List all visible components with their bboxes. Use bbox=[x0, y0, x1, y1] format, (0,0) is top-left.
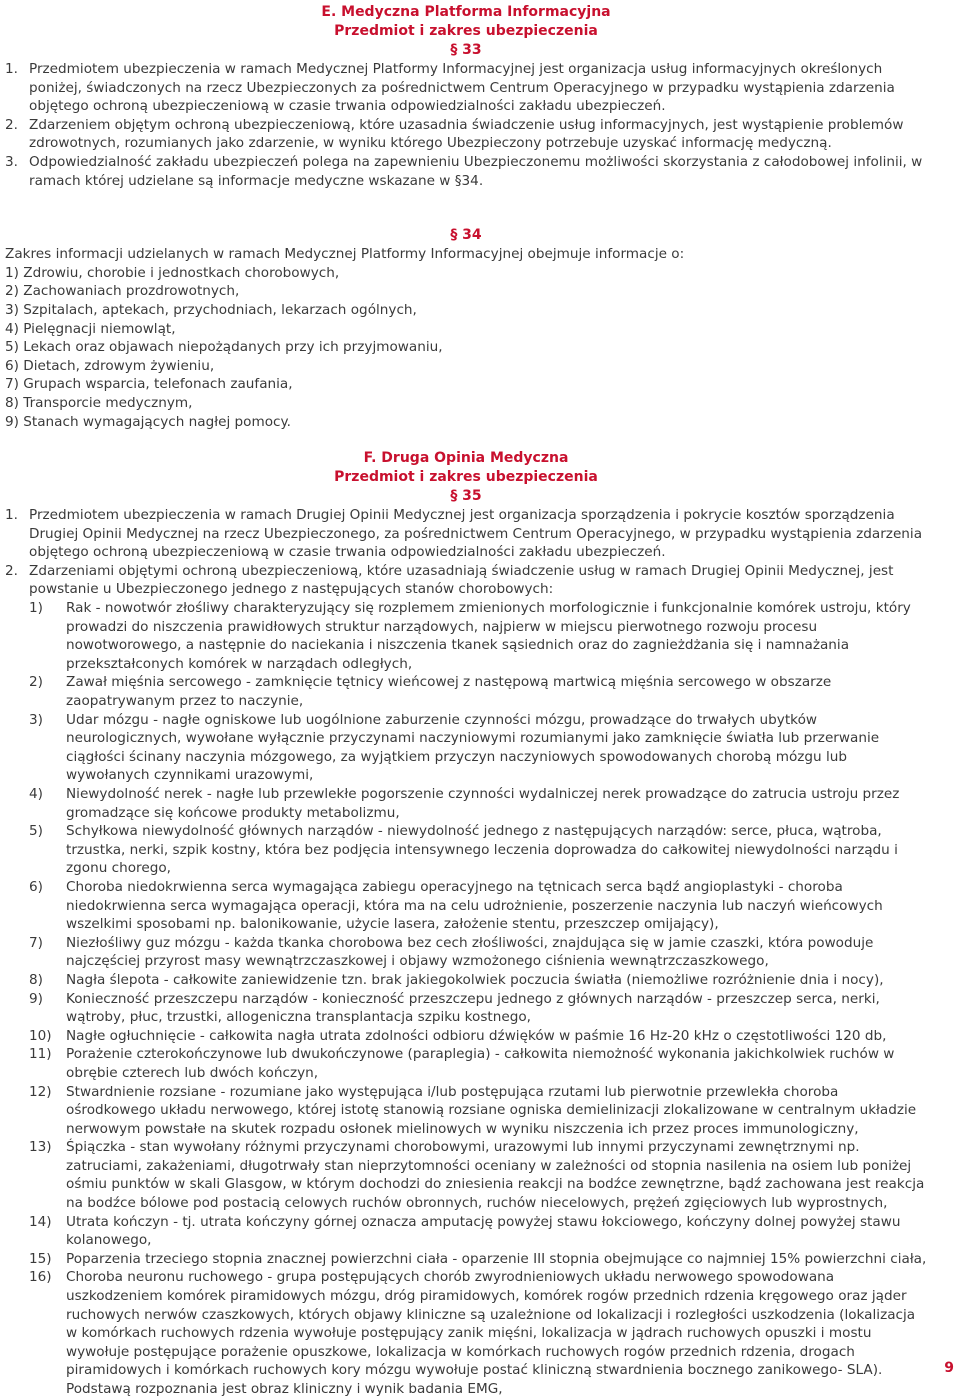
info-list-item: 2) Zachowaniach prozdrowotnych, bbox=[5, 283, 240, 300]
condition-item bbox=[29, 1138, 927, 1212]
condition-item bbox=[29, 1083, 927, 1139]
info-list-item: 6) Dietach, zdrowym żywieniu, bbox=[5, 357, 215, 374]
info-list-item: 9) Stanach wymagających nagłej pomocy. bbox=[5, 413, 291, 430]
condition-text: Choroba neuronu ruchowego - grupa postępujących chorób zwyrodnieniowych układu nerwowego spowodowana uszkodzeniem komórek piramidowych mózgu, dróg piramidowych, komórek rogów przednich rdzenia kręgowego oraz jąder ruchowych nerwów czaszkowych, których objawy kliniczne są uzależnione od lokalizacji i rozległości uszkodzenia (lokalizacja w komórkach ruchowych rdzenia wywołuje postępujący zanik mięśni, lokalizacja w jądrach ruchowych opuszki i mostu wywołuje postępujące porażenie opuszkowe, lokalizacja w komórkach ruchowych rogów przednich rdzenia, drogach piramidowych i komórkach ruchowych kory mózgu wywołuje postać kliniczną stwardnienia bocznego zanikowego- SLA). Podstawą rozpoznania jest obraz kliniczny i wynik badania EMG, bbox=[66, 1269, 916, 1397]
condition-item bbox=[29, 934, 927, 971]
condition-number: 7) bbox=[29, 934, 43, 951]
page-number: 9 bbox=[944, 1360, 954, 1377]
condition-number: 2) bbox=[29, 674, 43, 691]
condition-item bbox=[29, 990, 927, 1027]
condition-number: 16) bbox=[29, 1269, 52, 1286]
item-text: Przedmiotem ubezpieczenia w ramach Drugiej Opinii Medycznej jest organizacja sporządzenia i pokrycie kosztów sporządzenia Drugiej Opinii Medycznej na rzecz Ubezpieczonego, za pośrednictwem Centrum Operacyjnego, w przypadku wystąpienia zdarzenia objętego ochroną ubezpieczeniową w czasie trwania odpowiedzialności zakładu ubezpieczeń. bbox=[29, 507, 923, 561]
item-text: Przedmiotem ubezpieczenia w ramach Medycznej Platformy Informacyjnej jest organizacja usług informacyjnych określonych poniżej, świadczonych na rzecz Ubezpieczonych za pośrednictwem Centrum Operacyjnego w przypadku wystąpienia zdarzenia objętego ochroną ubezpieczeniową w czasie trwania odpowiedzialności zakładu ubezpieczeń. bbox=[29, 61, 895, 115]
item-number: 3. bbox=[5, 153, 18, 170]
condition-text: Choroba niedokrwienna serca wymagająca zabiegu operacyjnego na tętnicach serca bądź angioplastyki - choroba niedokrwienna serca wymagająca operacji, która ma na celu udrożnienie, poszerzenie naczynia lub naczyń wieńcowych wszelkimi sposobami np. balonikowanie, użycie lasera, założenie stentu, przeszczep omijający), bbox=[66, 878, 883, 933]
condition-item bbox=[29, 1213, 927, 1250]
item-text: Zdarzeniami objętymi ochroną ubezpieczeniową, które uzasadniają świadczenie usług w ramach Drugiej Opinii Medycznej, jest powstanie u Ubezpieczonego jednego z następujących stanów chorobowych: bbox=[29, 562, 894, 598]
section-f-subtitle: Przedmiot i zakres ubezpieczenia bbox=[334, 469, 598, 486]
condition-text: Zawał mięśnia sercowego - zamknięcie tętnicy wieńcowej z następową martwicą mięśnia sercowego w obszarze zaopatrywanym przez to naczynie, bbox=[66, 674, 832, 710]
info-list-item: 4) Pielęgnacji niemowląt, bbox=[5, 320, 176, 337]
section-e-subtitle: Przedmiot i zakres ubezpieczenia bbox=[334, 23, 598, 39]
condition-item bbox=[29, 1027, 927, 1046]
condition-text: Porażenie czterokończynowe lub dwukończynowe (paraplegia) - całkowita niemożność wykonania jakichkolwiek ruchów w obrębie czterech lub dwóch kończyn, bbox=[66, 1046, 895, 1081]
condition-number: 10) bbox=[29, 1027, 52, 1044]
paragraph-33-heading: § 33 bbox=[450, 42, 482, 58]
condition-item bbox=[29, 673, 927, 710]
condition-text: Nagłe ogłuchnięcie - całkowita nagła utrata zdolności odbioru dźwięków w paśmie 16 Hz-20 kHz o częstotliwości 120 db, bbox=[66, 1027, 887, 1044]
condition-number: 14) bbox=[29, 1213, 52, 1230]
condition-item bbox=[29, 1250, 927, 1269]
condition-item bbox=[29, 1045, 927, 1082]
condition-number: 4) bbox=[29, 786, 43, 802]
condition-number: 11) bbox=[29, 1046, 52, 1063]
condition-text: Stwardnienie rozsiane - rozumiane jako występująca i/lub postępująca rzutami lub pierwotnie przewlekła choroba ośrodkowego układu nerwowego, której istotę stanowią rozsiane ogniska demielinizacji zlokalizowane w centralnym układzie nerwowym powstałe na skutek rozpadu osłonek mielinowych w wyniku niszczenia ich przez proces immunologiczny, bbox=[66, 1083, 917, 1137]
condition-text: Utrata kończyn - tj. utrata kończyny górnej oznacza amputację powyżej stawu łokciowego, kończyny dolnej powyżej stawu kolanowego, bbox=[66, 1213, 901, 1249]
condition-text: Poparzenia trzeciego stopnia znacznej powierzchni ciała - oparzenie III stopnia obejmujące co najmniej 15% powierzchni ciała, bbox=[66, 1250, 927, 1267]
paragraph-34-heading: § 34 bbox=[450, 227, 482, 244]
condition-text: Śpiączka - stan wywołany różnymi przyczynami chorobowymi, urazowymi lub innymi przyczynami zewnętrznymi np. zatruciami, zakażeniami, długotrwały stan nieprzytomności oceniany w zależności od stopnia nasilenia na osiem lub poniżej ośmiu punktów w skali Glasgow, w którym dochodzi do zniesienia reakcji na bodźce zewnętrzne, bądź zachowana jest reakcja na bodźce bólowe pod postacią celowych ruchów obronnych, ruchów niecelowych, prężeń zgięciowych lub wyprostnych, bbox=[66, 1139, 925, 1212]
document-page bbox=[5, 3, 927, 1399]
condition-item bbox=[29, 1268, 927, 1398]
info-list-item: 3) Szpitalach, aptekach, przychodniach, lekarzach ogólnych, bbox=[5, 301, 417, 318]
item-number: 2. bbox=[5, 562, 18, 579]
e-item-1 bbox=[5, 60, 927, 116]
f-item-2 bbox=[5, 562, 927, 599]
condition-text: Nagła ślepota - całkowite zaniewidzenie tzn. brak jakiegokolwiek poczucia światła (niemożliwe rozróżnienie dnia i nocy), bbox=[66, 971, 884, 988]
item-number: 1. bbox=[5, 61, 18, 77]
condition-item bbox=[29, 711, 927, 785]
condition-text: Niewydolność nerek - nagłe lub przewlekłe pogorszenie czynności wydalniczej nerek prowadzące do zatrucia ustroju przez gromadzące się końcowe produkty metabolizmu, bbox=[66, 786, 900, 821]
condition-text: Konieczność przeszczepu narządów - konieczność przeszczepu jednego z głównych narządów - przeszczep serca, nerki, wątroby, płuc, trzustki, allogeniczna transplantacja szpiku kostnego, bbox=[66, 990, 880, 1026]
condition-number: 5) bbox=[29, 823, 43, 840]
condition-number: 9) bbox=[29, 990, 43, 1007]
e-item-2 bbox=[5, 116, 927, 153]
condition-number: 6) bbox=[29, 878, 43, 895]
f-item-1 bbox=[5, 506, 927, 562]
e-item-3 bbox=[5, 153, 927, 190]
condition-text: Schyłkowa niewydolność głównych narządów - niewydolność jednego z następujących narządów: serce, płuca, wątroba, trzustka, nerki, szpik kostny, która bez podjęcia intensywnego leczenia doprowadza do całkowitej niewydolności narządu i zgonu chorego, bbox=[66, 823, 898, 877]
condition-number: 15) bbox=[29, 1250, 52, 1267]
item-number: 1. bbox=[5, 507, 18, 524]
condition-item bbox=[29, 822, 927, 878]
condition-number: 12) bbox=[29, 1083, 52, 1100]
info-list-item: 8) Transporcie medycznym, bbox=[5, 394, 193, 411]
condition-item bbox=[29, 599, 927, 673]
info-list-item: 5) Lekach oraz objawach niepożądanych przy ich przyjmowaniu, bbox=[5, 339, 443, 356]
item-number: 2. bbox=[5, 116, 18, 133]
paragraph-35-heading: § 35 bbox=[450, 488, 482, 505]
paragraph-34-intro: Zakres informacji udzielanych w ramach Medycznej Platformy Informacyjnej obejmuje informacje o: bbox=[5, 246, 685, 263]
section-f-title: F. Druga Opinia Medyczna bbox=[363, 450, 569, 467]
condition-number: 1) bbox=[29, 600, 43, 617]
condition-text: Niezłośliwy guz mózgu - każda tkanka chorobowa bez cech złośliwości, znajdująca się w jamie czaszki, która powoduje najczęściej przyrost masy wewnątrzczaszkowej i objawy wzmożonego ciśnienia wewnątrzczaszkowego, bbox=[66, 934, 874, 970]
condition-number: 8) bbox=[29, 971, 43, 988]
item-text: Odpowiedzialność zakładu ubezpieczeń polega na zapewnieniu Ubezpieczonemu możliwości skorzystania z całodobowej infolinii, w ramach której udzielane są informacje medyczne wskazane w §34. bbox=[29, 153, 923, 189]
condition-text: Rak - nowotwór złośliwy charakteryzujący się rozplemem zmienionych morfologicznie i funkcjonalnie komórek ustroju, który prowadzi do niszczenia prawidłowych struktur narządowych, najpierw w miejscu pierwotnego rozwoju procesu nowotworowego, a następnie do naciekania i niszczenia tkanek sąsiednich oraz do zagnieżdżania się i namnażania przekształconych komórek w narządach odległych, bbox=[66, 600, 911, 672]
info-list-item: 7) Grupach wsparcia, telefonach zaufania, bbox=[5, 376, 293, 393]
condition-item bbox=[29, 971, 927, 990]
condition-number: 13) bbox=[29, 1139, 52, 1156]
info-list-item: 1) Zdrowiu, chorobie i jednostkach chorobowych, bbox=[5, 264, 340, 281]
item-text: Zdarzeniem objętym ochroną ubezpieczeniową, które uzasadnia świadczenie usług informacyjnych, jest wystąpienie problemów zdrowotnych, rozumianych jako zdarzenie, w wyniku którego Ubezpieczony potrzebuje uzyskać informację medyczną. bbox=[29, 116, 904, 152]
section-e-title: E. Medyczna Platforma Informacyjna bbox=[321, 4, 611, 20]
condition-text: Udar mózgu - nagłe ogniskowe lub uogólnione zaburzenie czynności mózgu, prowadzące do trwałych ubytków neurologicznych, wywołane wyłącznie przyczynami naczyniowymi rozumianymi jako zamknięcie światła lub przerwanie ciągłości ścinany naczynia mózgowego, za wyjątkiem przyczyn naczyniowych spowodowanych chorobą mózgu lub wywołanych czynnikami urazowymi, bbox=[66, 711, 880, 784]
condition-number: 3) bbox=[29, 711, 43, 728]
condition-item bbox=[29, 785, 927, 822]
condition-item bbox=[29, 878, 927, 934]
